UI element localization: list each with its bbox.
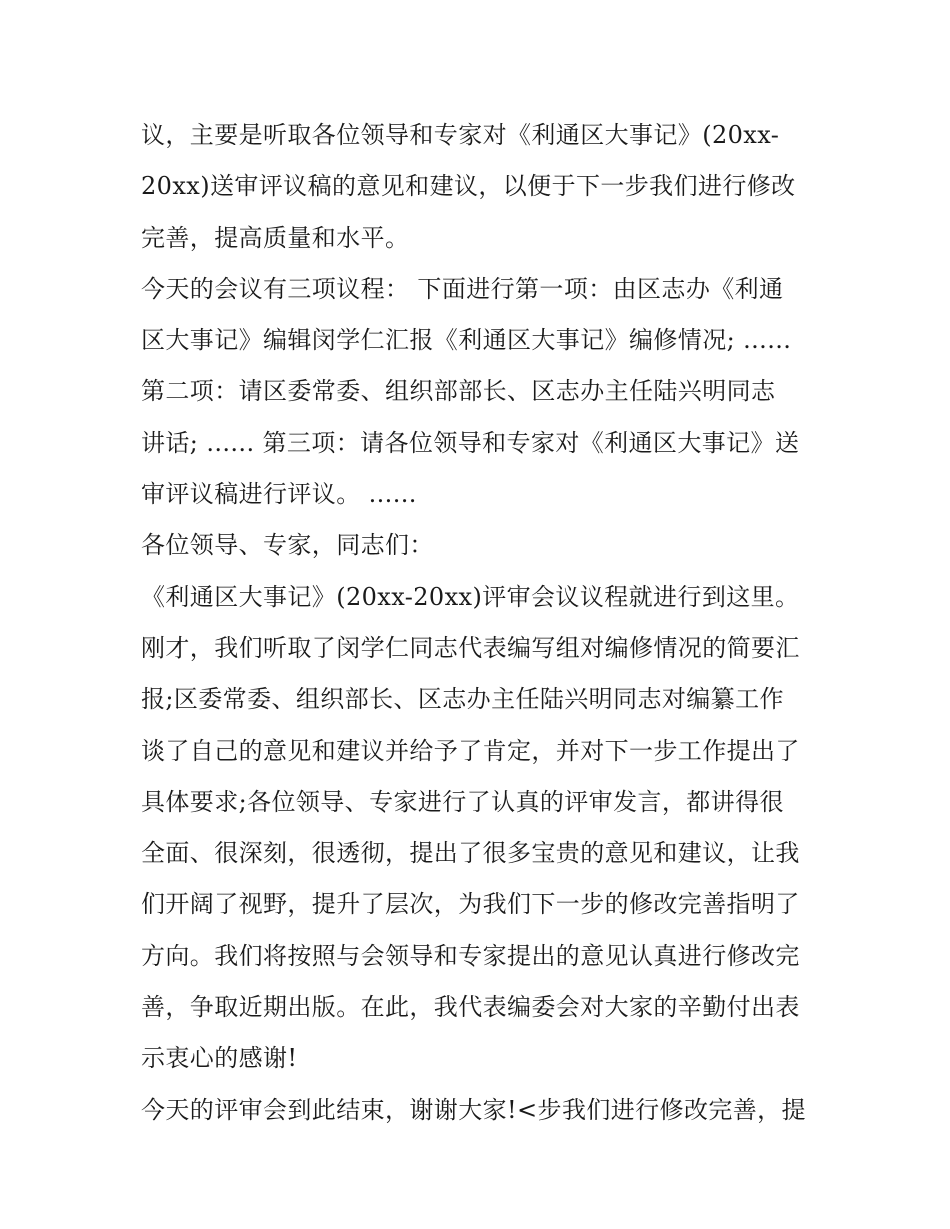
text-line: 第二项：请区委常委、组织部部长、区志办主任陆兴明同志 [141, 377, 776, 406]
text-line: 示衷心的感谢! [141, 1044, 298, 1073]
text-line: 各位领导、专家，同志们： [141, 531, 434, 560]
text-line: 们开阔了视野，提升了层次，为我们下一步的修改完善指明了 [141, 890, 800, 919]
text-line: 具体要求;各位领导、专家进行了认真的评审发言，都讲得很 [141, 787, 784, 816]
text-line: 20xx)送审评议稿的意见和建议，以便于下一步我们进行修改 [141, 172, 796, 201]
text-line: 善，争取近期出版。在此，我代表编委会对大家的辛勤付出表 [141, 993, 800, 1022]
text-line: 区大事记》编辑闵学仁汇报《利通区大事记》编修情况; ...... [141, 326, 792, 355]
text-line: 完善，提高质量和水平。 [141, 223, 410, 252]
text-line: 刚才，我们听取了闵学仁同志代表编写组对编修情况的简要汇 [141, 633, 800, 662]
text-line: 谈了自己的意见和建议并给予了肯定，并对下一步工作提出了 [141, 736, 800, 765]
text-line: 《利通区大事记》(20xx-20xx)评审会议议程就进行到这里。 [141, 582, 800, 611]
text-line: 报;区委常委、组织部长、区志办主任陆兴明同志对编纂工作 [141, 685, 784, 714]
text-line: 今天的会议有三项议程： 下面进行第一项：由区志办《利通 [141, 274, 784, 303]
text-line: 全面、很深刻，很透彻，提出了很多宝贵的意见和建议，让我 [141, 839, 800, 868]
text-line: 讲话; ...... 第三项：请各位领导和专家对《利通区大事记》送 [141, 428, 800, 457]
text-line: 方向。我们将按照与会领导和专家提出的意见认真进行修改完 [141, 941, 800, 970]
text-line: 今天的评审会到此结束，谢谢大家!<步我们进行修改完善，提 [141, 1095, 806, 1124]
document-body [141, 110, 821, 1136]
text-line: 审评议稿进行评议。 ...... [141, 480, 417, 509]
text-line: 议，主要是听取各位领导和专家对《利通区大事记》(20xx- [141, 121, 780, 149]
